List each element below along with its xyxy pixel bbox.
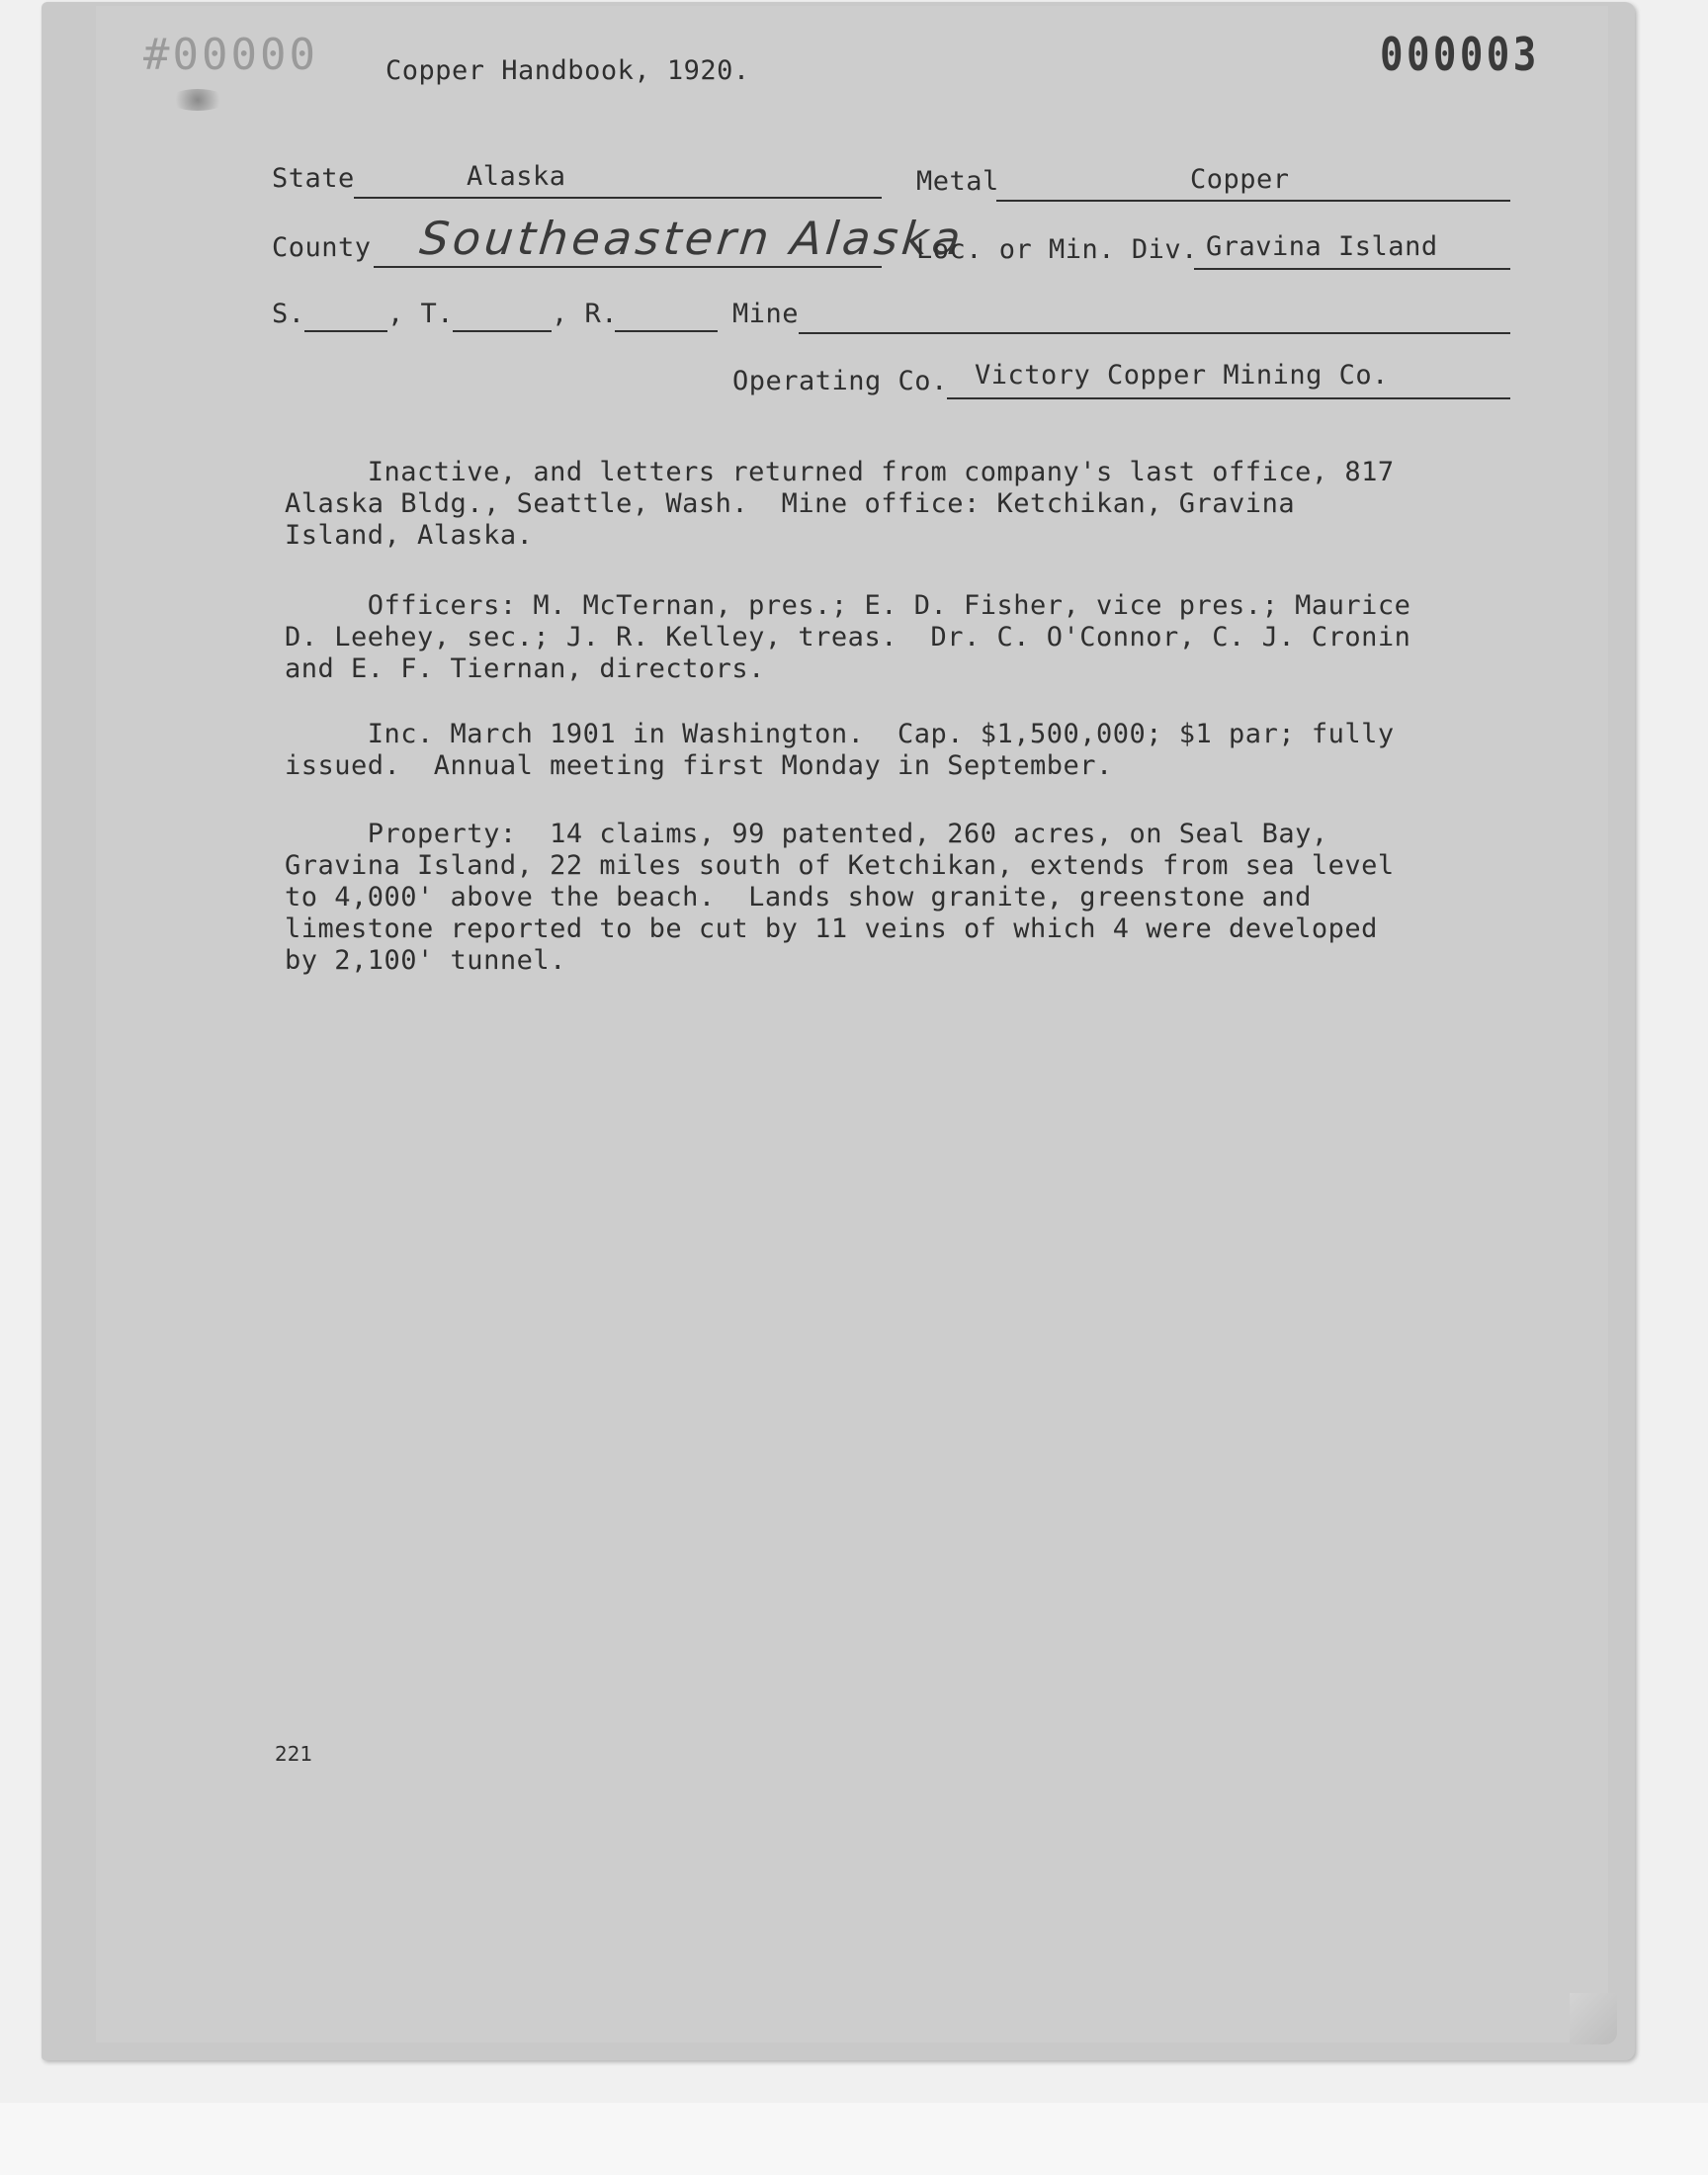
incorporation-paragraph-line-2: issued. Annual meeting first Monday in September.	[285, 750, 1113, 781]
mine-label: Mine	[732, 299, 800, 329]
mine-underline	[799, 332, 1510, 334]
metal-label: Metal	[916, 166, 999, 197]
ink-smudge	[168, 89, 227, 111]
operating-co-underline	[947, 397, 1510, 399]
operating-co-label: Operating Co.	[732, 366, 948, 396]
property-paragraph-line-1: Property: 14 claims, 99 patented, 260 acres, on Seal Bay,	[285, 819, 1328, 849]
county-label: County	[272, 232, 372, 263]
property-paragraph-line-2: Gravina Island, 22 miles south of Ketchikan, extends from sea level	[285, 850, 1395, 881]
township-underline	[453, 330, 552, 332]
section-underline	[304, 330, 387, 332]
operating-co-value: Victory Copper Mining Co.	[975, 360, 1389, 391]
property-paragraph-line-3: to 4,000' above the beach. Lands show granite, greenstone and	[285, 882, 1312, 913]
loc-underline	[1194, 268, 1510, 270]
scan-bottom-strip	[0, 2103, 1708, 2175]
range-label: , R.	[552, 299, 619, 329]
officers-paragraph-line-3: and E. F. Tiernan, directors.	[285, 653, 765, 684]
incorporation-paragraph-line-1: Inc. March 1901 in Washington. Cap. $1,500,000; $1 par; fully	[285, 719, 1395, 749]
metal-value: Copper	[1190, 164, 1290, 195]
metal-underline	[996, 200, 1510, 202]
status-paragraph-line-3: Island, Alaska.	[285, 520, 534, 551]
township-label: , T.	[387, 299, 455, 329]
section-label: S.	[272, 299, 305, 329]
status-paragraph-line-2: Alaska Bldg., Seattle, Wash. Mine office: Ketchikan, Gravina	[285, 488, 1296, 519]
record-number-stamp: 000003	[1380, 28, 1540, 81]
state-value: Alaska	[467, 161, 566, 192]
property-paragraph-line-5: by 2,100' tunnel.	[285, 945, 566, 976]
property-paragraph-line-4: limestone reported to be cut by 11 veins of which 4 were developed	[285, 914, 1378, 944]
officers-paragraph-line-2: D. Leehey, sec.; J. R. Kelley, treas. Dr. C. O'Connor, C. J. Cronin	[285, 622, 1411, 652]
loc-value: Gravina Island	[1206, 231, 1438, 262]
range-underline	[615, 330, 718, 332]
loc-label: Loc. or Min. Div.	[916, 234, 1198, 265]
faded-stamp-number: #00000	[143, 30, 318, 80]
page-number: 221	[275, 1742, 313, 1766]
status-paragraph-line-1: Inactive, and letters returned from company's last office, 817	[285, 457, 1395, 487]
officers-paragraph-line-1: Officers: M. McTernan, pres.; E. D. Fisher, vice pres.; Maurice	[285, 590, 1411, 621]
county-underline	[374, 266, 882, 268]
document-title: Copper Handbook, 1920.	[385, 55, 750, 86]
state-label: State	[272, 163, 355, 194]
county-handwritten-value: Southeastern Alaska	[417, 212, 968, 265]
page-curl	[1570, 1993, 1617, 2044]
state-underline	[354, 197, 882, 199]
document-sheet-body	[96, 6, 1608, 2043]
